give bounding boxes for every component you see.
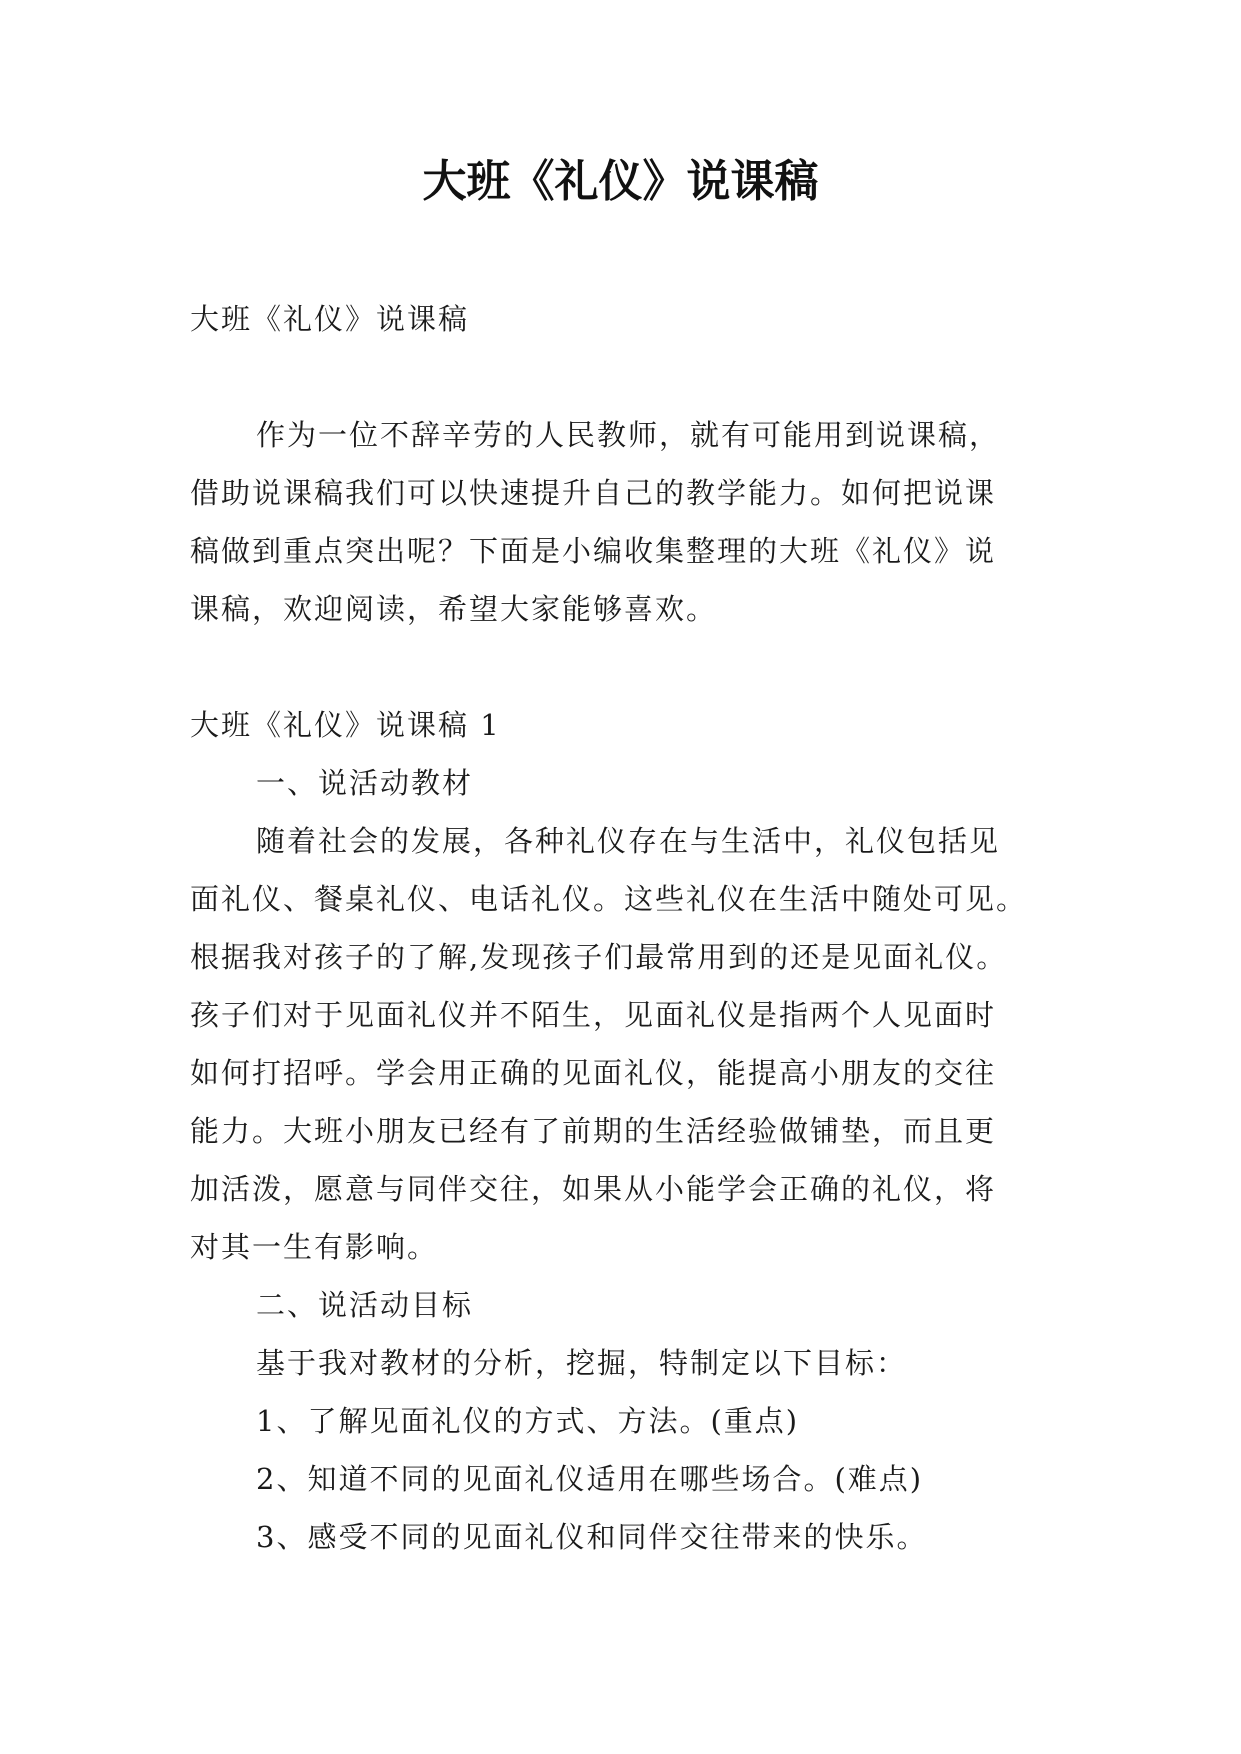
body-line-7: 加活泼，愿意与同伴交往，如果从小能学会正确的礼仪，将 — [190, 1172, 997, 1206]
spacer — [190, 638, 1050, 696]
intro-line-1: 作为一位不辞辛劳的人民教师，就有可能用到说课稿， — [256, 418, 1001, 452]
body-line-1: 随着社会的发展，各种礼仪存在与生活中，礼仪包括见 — [256, 824, 1001, 858]
document-subtitle: 大班《礼仪》说课稿 — [190, 302, 470, 336]
body-line-3: 根据我对孩子的了解,发现孩子们最常用到的还是见面礼仪。 — [190, 940, 1008, 974]
intro-line-2: 借助说课稿我们可以快速提升自己的教学能力。如何把说课 — [190, 476, 997, 510]
document-title: 大班《礼仪》说课稿 — [422, 156, 819, 207]
intro-line-4: 课稿，欢迎阅读，希望大家能够喜欢。 — [190, 592, 718, 626]
body-line-4: 孩子们对于见面礼仪并不陌生，见面礼仪是指两个人见面时 — [190, 998, 997, 1032]
goal-item-2: 2、知道不同的见面礼仪适用在哪些场合。(难点) — [256, 1462, 924, 1496]
intro-line-3: 稿做到重点突出呢？下面是小编收集整理的大班《礼仪》说 — [190, 534, 997, 568]
body-line-2: 面礼仪、餐桌礼仪、电话礼仪。这些礼仪在生活中随处可见。 — [190, 882, 1028, 916]
heading-teaching-material: 一、说活动教材 — [256, 766, 474, 800]
body-line-8: 对其一生有影响。 — [190, 1230, 439, 1264]
goal-item-1: 1、了解见面礼仪的方式、方法。(重点) — [256, 1404, 800, 1438]
document-body — [190, 290, 1050, 1566]
goal-item-3: 3、感受不同的见面礼仪和同伴交往带来的快乐。 — [256, 1520, 928, 1554]
heading-activity-goals: 二、说活动目标 — [256, 1288, 474, 1322]
body-line-6: 能力。大班小朋友已经有了前期的生活经验做铺垫，而且更 — [190, 1114, 997, 1148]
section-title: 大班《礼仪》说课稿 1 — [190, 708, 501, 742]
goals-intro: 基于我对教材的分析，挖掘，特制定以下目标： — [256, 1346, 908, 1380]
spacer — [190, 348, 1050, 406]
body-line-5: 如何打招呼。学会用正确的见面礼仪，能提高小朋友的交往 — [190, 1056, 997, 1090]
